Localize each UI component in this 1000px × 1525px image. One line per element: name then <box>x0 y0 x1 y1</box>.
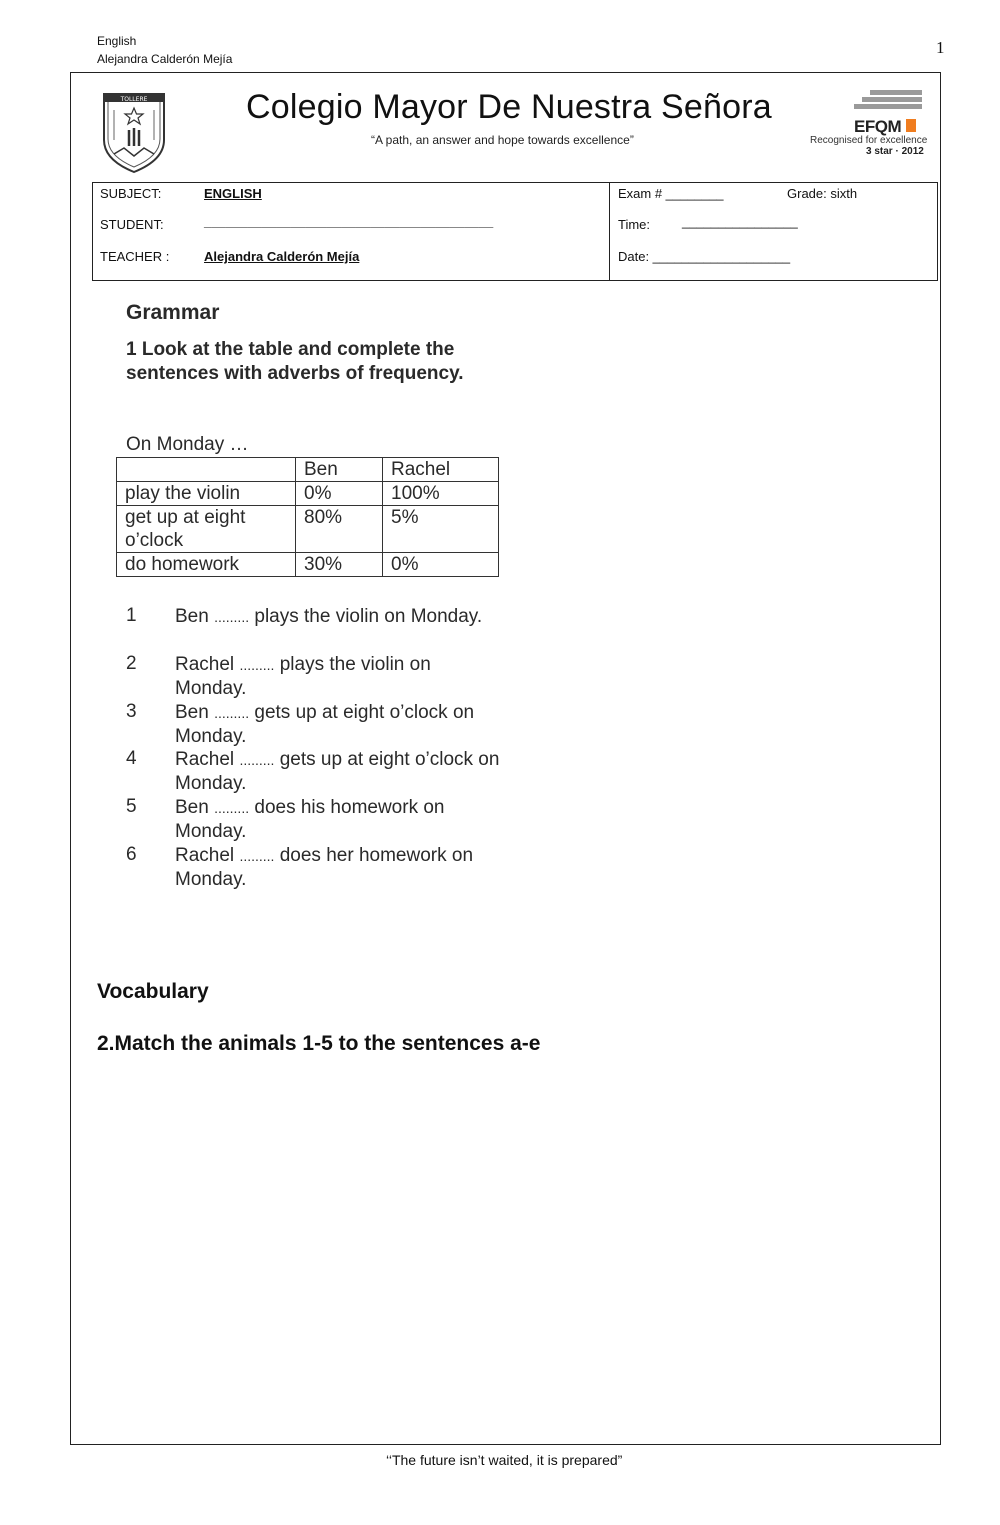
table-caption: On Monday … <box>126 434 249 455</box>
grade-label: Grade: sixth <box>787 186 858 201</box>
teacher-label: TEACHER : <box>100 249 170 264</box>
table-row <box>117 553 499 577</box>
answer-blank[interactable]: ......... <box>214 800 250 816</box>
grammar-instruction: 1 Look at the table and complete the sentences with adverbs of frequency. <box>126 339 464 384</box>
grammar-heading: Grammar <box>126 301 220 324</box>
student-name-field[interactable]: ________________________________________ <box>204 214 494 229</box>
exercise-item <box>175 653 505 701</box>
answer-blank[interactable]: ......... <box>239 752 275 768</box>
exercise-number: 5 <box>126 796 137 817</box>
table-header-cell: Rachel <box>383 458 499 482</box>
exercise-item <box>175 796 505 844</box>
efqm-bar <box>862 97 922 102</box>
exercise-subject: Rachel <box>175 654 235 675</box>
exercise-number: 1 <box>126 605 137 626</box>
table-cell: do homework <box>117 553 296 577</box>
frequency-table <box>116 457 499 577</box>
time-field[interactable]: ________________ <box>682 214 798 229</box>
table-row <box>117 506 499 553</box>
subject-label: SUBJECT: <box>100 186 162 201</box>
table-cell: 30% <box>296 553 383 577</box>
header-subject: English <box>97 34 137 48</box>
table-header-cell <box>117 458 296 482</box>
school-name: Colegio Mayor De Nuestra Señora <box>246 88 772 126</box>
table-cell: get up at eight o’clock <box>117 506 296 553</box>
exercise-subject: Rachel <box>175 845 235 866</box>
page-number: 1 <box>936 38 945 57</box>
efqm-brand: EFQM <box>854 117 902 136</box>
answer-blank[interactable]: ......... <box>239 657 275 673</box>
school-motto: “A path, an answer and hope towards excellence” <box>371 133 634 147</box>
vocabulary-heading: Vocabulary <box>97 980 209 1003</box>
date-field[interactable]: Date: ___________________ <box>618 249 791 264</box>
exercise-item <box>175 844 505 892</box>
exercise-subject: Ben <box>175 606 209 627</box>
table-header-cell: Ben <box>296 458 383 482</box>
efqm-bar <box>854 104 922 109</box>
answer-blank[interactable]: ......... <box>214 705 250 721</box>
exercise-item <box>175 605 505 629</box>
exercise-rest: gets up at eight o’clock on Monday. <box>175 702 475 747</box>
student-label: STUDENT: <box>100 217 164 232</box>
footer-quote: ‘‘The future isn’t waited, it is prepared” <box>386 1452 623 1468</box>
info-divider <box>609 182 610 281</box>
teacher-value: Alejandra Calderón Mejía <box>204 249 360 264</box>
table-cell: 100% <box>383 482 499 506</box>
header-teacher: Alejandra Calderón Mejía <box>97 52 233 66</box>
exercise-rest: does his homework on Monday. <box>175 797 445 842</box>
exercise-item <box>175 701 505 749</box>
table-header-row <box>117 458 499 482</box>
table-cell: play the violin <box>117 482 296 506</box>
exercise-number: 6 <box>126 844 137 865</box>
efqm-line2: 3 star · 2012 <box>866 146 924 157</box>
efqm-line1: Recognised for excellence <box>810 135 928 146</box>
exercise-subject: Rachel <box>175 749 235 770</box>
efqm-bar <box>870 90 922 95</box>
table-cell: 0% <box>296 482 383 506</box>
exercise-item <box>175 748 505 796</box>
efqm-logo <box>808 88 928 160</box>
exercise-rest: plays the violin on Monday. <box>254 606 483 627</box>
school-crest-icon <box>100 90 168 174</box>
crest-text: TOLLERE <box>120 96 148 103</box>
answer-blank[interactable]: ......... <box>239 848 275 864</box>
table-cell: 0% <box>383 553 499 577</box>
table-row <box>117 482 499 506</box>
table-cell: 5% <box>383 506 499 553</box>
answer-blank[interactable]: ......... <box>214 609 250 625</box>
exercise-subject: Ben <box>175 797 209 818</box>
exercise-subject: Ben <box>175 702 209 723</box>
exam-number-field[interactable]: Exam # ________ <box>618 186 724 201</box>
exercise-rest: plays the violin on Monday. <box>175 654 431 699</box>
table-cell: 80% <box>296 506 383 553</box>
efqm-orange-square <box>906 119 916 132</box>
exercise-number: 4 <box>126 748 137 769</box>
time-label: Time: <box>618 217 651 232</box>
exercise-number: 2 <box>126 653 137 674</box>
exercise-number: 3 <box>126 701 137 722</box>
subject-value: ENGLISH <box>204 186 262 201</box>
vocabulary-instruction: 2.Match the animals 1-5 to the sentences a-e <box>97 1032 541 1055</box>
exercise-rest: does her homework on Monday. <box>175 845 474 890</box>
exercise-rest: gets up at eight o’clock on Monday. <box>175 749 500 794</box>
